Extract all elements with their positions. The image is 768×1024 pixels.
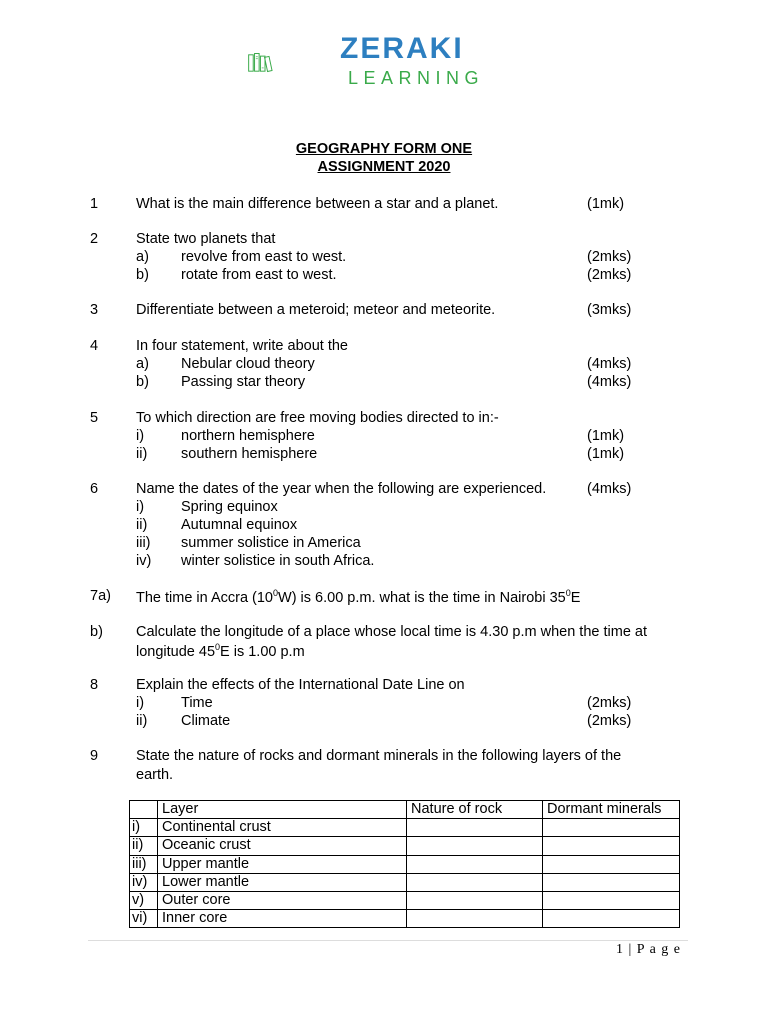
marks: (4mks) xyxy=(587,374,632,390)
question-text: Calculate the longitude of a place whose local time is 4.30 p.m when the time at xyxy=(136,624,648,640)
layer-cell: Oceanic crust xyxy=(158,837,407,855)
question-number: 1 xyxy=(90,196,99,212)
subquestion-text: northern hemisphere xyxy=(181,428,315,444)
dormant-minerals-cell xyxy=(543,910,680,928)
question-number: 9 xyxy=(90,748,99,764)
layer-cell: Upper mantle xyxy=(158,855,407,873)
row-number: vi) xyxy=(130,910,158,928)
marks: (2mks) xyxy=(587,249,632,265)
subquestion-text: Time xyxy=(181,695,213,711)
marks: (2mks) xyxy=(587,695,632,711)
question-text: Explain the effects of the International Date Line on xyxy=(136,677,465,693)
question-number: 7a) xyxy=(90,588,111,604)
marks: (1mk) xyxy=(587,446,625,462)
nature-of-rock-cell xyxy=(407,873,543,891)
subquestion-text: rotate from east to west. xyxy=(181,267,337,283)
subquestion-text: revolve from east to west. xyxy=(181,249,347,265)
marks: (3mks) xyxy=(587,302,632,318)
subquestion-text: Passing star theory xyxy=(181,374,306,390)
dormant-minerals-cell xyxy=(543,873,680,891)
subquestion-label: iv) xyxy=(136,553,152,569)
layer-cell: Lower mantle xyxy=(158,873,407,891)
row-number: v) xyxy=(130,891,158,909)
subquestion-label: i) xyxy=(136,499,145,515)
layer-cell: Outer core xyxy=(158,891,407,909)
subquestion-label: a) xyxy=(136,356,149,372)
question-text: State two planets that xyxy=(136,231,276,247)
question-text: To which direction are free moving bodies directed to in:- xyxy=(136,410,499,426)
table-row xyxy=(130,837,680,855)
marks: (2mks) xyxy=(587,267,632,283)
subquestion-label: ii) xyxy=(136,517,148,533)
marks: (2mks) xyxy=(587,713,632,729)
subquestion-label: i) xyxy=(136,428,145,444)
brand-subtitle: LEARNING xyxy=(348,68,485,88)
marks: (4mks) xyxy=(587,356,632,372)
subquestion-text: summer solistice in America xyxy=(181,535,361,551)
subquestion-label: ii) xyxy=(136,713,148,729)
table-row xyxy=(130,873,680,891)
subquestion-label: i) xyxy=(136,695,145,711)
subquestion-label: ii) xyxy=(136,446,148,462)
nature-of-rock-cell xyxy=(407,855,543,873)
table-header: Layer xyxy=(158,801,407,819)
question-text: Name the dates of the year when the following are experienced. xyxy=(136,481,547,497)
nature-of-rock-cell xyxy=(407,819,543,837)
table-header: Nature of rock xyxy=(407,801,543,819)
row-number: iv) xyxy=(130,873,158,891)
subquestion-label: a) xyxy=(136,249,149,265)
question-text-continued: earth. xyxy=(136,767,174,783)
question-number: b) xyxy=(90,624,103,640)
footer-divider xyxy=(88,940,688,941)
dormant-minerals-cell xyxy=(543,855,680,873)
table-header-row xyxy=(130,801,680,819)
question-text: What is the main difference between a star and a planet. xyxy=(136,196,499,212)
question-number: 3 xyxy=(90,302,99,318)
subquestion-label: iii) xyxy=(136,535,151,551)
question-number: 5 xyxy=(90,410,99,426)
subquestion-text: Climate xyxy=(181,713,231,729)
subquestion-text: Autumnal equinox xyxy=(181,517,298,533)
table-row xyxy=(130,855,680,873)
marks: (4mks) xyxy=(587,481,632,497)
marks: (1mk) xyxy=(587,196,625,212)
table-header xyxy=(130,801,158,819)
layer-cell: Continental crust xyxy=(158,819,407,837)
subquestion-label: b) xyxy=(136,267,149,283)
question-number: 8 xyxy=(90,677,99,693)
document-title: GEOGRAPHY FORM ONE xyxy=(295,141,473,157)
row-number: ii) xyxy=(130,837,158,855)
brand-name: ZERAKI xyxy=(340,32,464,65)
table-header: Dormant minerals xyxy=(543,801,680,819)
subquestion-text: southern hemisphere xyxy=(181,446,318,462)
document-subtitle: ASSIGNMENT 2020 xyxy=(317,159,451,175)
page-number: 1 | P a g e xyxy=(616,942,681,957)
row-number: i) xyxy=(130,819,158,837)
dormant-minerals-cell xyxy=(543,819,680,837)
marks: (1mk) xyxy=(587,428,625,444)
nature-of-rock-cell xyxy=(407,891,543,909)
layers-table xyxy=(129,800,680,928)
subquestion-text: winter solistice in south Africa. xyxy=(181,553,375,569)
question-number: 4 xyxy=(90,338,99,354)
table-row xyxy=(130,819,680,837)
dormant-minerals-cell xyxy=(543,891,680,909)
question-text: Differentiate between a meteroid; meteor and meteorite. xyxy=(136,302,496,318)
nature-of-rock-cell xyxy=(407,910,543,928)
table-row xyxy=(130,910,680,928)
question-text: State the nature of rocks and dormant minerals in the following layers of the xyxy=(136,748,622,764)
subquestion-label: b) xyxy=(136,374,149,390)
question-number: 6 xyxy=(90,481,99,497)
question-text: The time in Accra $(10^0W)$ is 6.00 p.m. what is the time in Nairobi $35^0E$ xyxy=(136,588,581,606)
question-number: 2 xyxy=(90,231,99,247)
dormant-minerals-cell xyxy=(543,837,680,855)
nature-of-rock-cell xyxy=(407,837,543,855)
books-logo-icon xyxy=(248,32,338,94)
row-number: iii) xyxy=(130,855,158,873)
question-text-continued: longitude $45^0E$ is 1.00 p.m xyxy=(136,642,305,660)
table-row xyxy=(130,891,680,909)
layer-cell: Inner core xyxy=(158,910,407,928)
subquestion-text: Nebular cloud theory xyxy=(181,356,315,372)
question-text: In four statement, write about the xyxy=(136,338,348,354)
subquestion-text: Spring equinox xyxy=(181,499,278,515)
